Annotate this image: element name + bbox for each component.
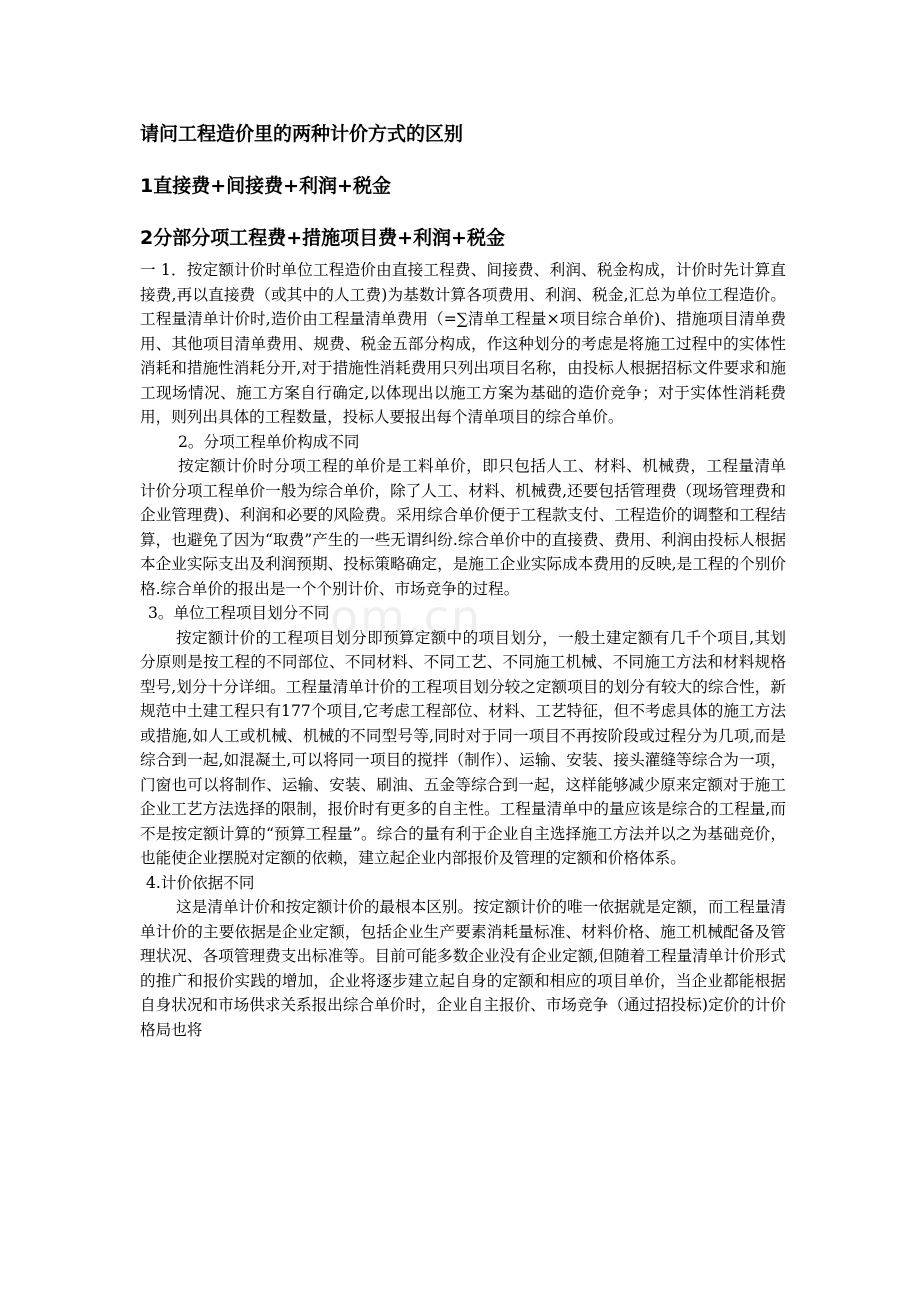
section-two-paragraph: 按定额计价时分项工程的单价是工料单价，即只包括人工、材料、机械费，工程量清单计价分项工程单价一般为综合单价，除了人工、材料、机械费,还要包括管理费（现场管理费和企业管理费)、利润和必要的风险费。采用综合单价便于工程款支付、工程造价的调整和工程结算，也避免了因为“取费”产生的一些无谓纠纷.综合单价中的直接费、费用、利润由投标人根据本企业实际支出及利润预期、投标策略确定，是施工企业实际成本费用的反映,是工程的个别价格.综合单价的报出是一个个别计价、市场竞争的过程。 — [140, 457, 786, 598]
formula-heading-two: 2分部分项工程费+措施项目费+利润+税金 — [140, 227, 505, 249]
document-page — [140, 120, 786, 1042]
section-four-paragraph: 这是清单计价和按定额计价的最根本区别。按定额计价的唯一依据就是定额，而工程量清单计价的主要依据是企业定额，包括企业生产要素消耗量标准、材料价格、施工机械配备及管理状况、各项管理费支出标准等。目前可能多数企业没有企业定额,但随着工程量清单计价形式的推广和报价实践的增加，企业将逐步建立起自身的定额和相应的项目单价，当企业都能根据自身状况和市场供求关系报出综合单价时，企业自主报价、市场竞争（通过招投标)定价的计价格局也将 — [140, 898, 786, 1039]
section-three-heading: 3。单位工程项目划分不同 — [148, 604, 330, 622]
section-one-paragraph: 一 1．按定额计价时单位工程造价由直接工程费、间接费、利润、税金构成，计价时先计算直接费,再以直接费（或其中的人工费)为基数计算各项费用、利润、税金,汇总为单位工程造价。工程量清单计价时,造价由工程量清单费用（=∑清单工程量×项目综合单价)、措施项目清单费用、其他项目清单费用、规费、税金五部分构成，作这种划分的考虑是将施工过程中的实体性消耗和措施性消耗分开,对于措施性消耗费用只列出项目名称，由投标人根据招标文件要求和施工现场情况、施工方案自行确定,以体现出以施工方案为基础的造价竞争；对于实体性消耗费用，则列出具体的工程数量，投标人要报出每个清单项目的综合单价。 — [140, 261, 786, 426]
section-three-paragraph: 按定额计价的工程项目划分即预算定额中的项目划分，一般土建定额有几千个项目,其划分原则是按工程的不同部位、不同材料、不同工艺、不同施工机械、不同施工方法和材料规格型号,划分十分详细。工程量清单计价的工程项目划分较之定额项目的划分有较大的综合性，新规范中土建工程只有177个项目,它考虑工程部位、材料、工艺特征，但不考虑具体的施工方法或措施,如人工或机械、机械的不同型号等,同时对于同一项目不再按阶段或过程分为几项,而是综合到一起,如混凝土,可以将同一项目的搅拌（制作）、运输、安装、接头灌缝等综合为一项，门窗也可以将制作、运输、安装、刷油、五金等综合到一起，这样能够减少原来定额对于施工企业工艺方法选择的限制，报价时有更多的自主性。工程量清单中的量应该是综合的工程量,而不是按定额计算的“预算工程量”。综合的量有利于企业自主选择施工方法并以之为基础竞价，也能使企业摆脱对定额的依赖，建立起企业内部报价及管理的定额和价格体系。 — [140, 628, 786, 867]
formula-heading-one: 1直接费+间接费+利润+税金 — [140, 175, 391, 197]
section-two-heading: 2。分项工程单价构成不同 — [178, 432, 360, 451]
section-four-heading: 4.计价依据不同 — [146, 873, 255, 892]
document-title: 请问工程造价里的两种计价方式的区别 — [140, 123, 464, 145]
watermark: om.cn — [330, 590, 483, 644]
